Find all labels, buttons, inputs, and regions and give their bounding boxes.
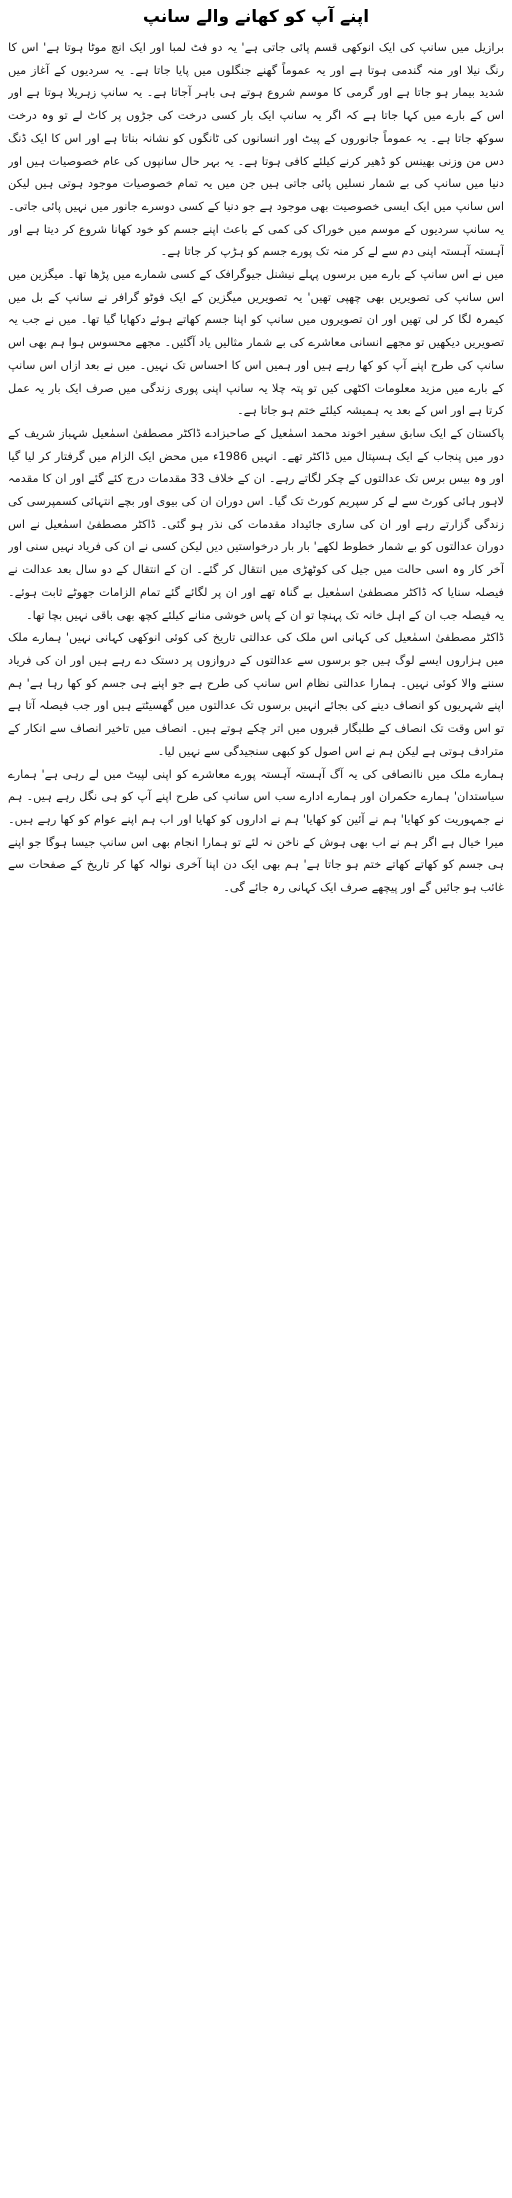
article-paragraph: ہمارے ملک میں ناانصافی کی یہ آگ آہستہ آہستہ پورے معاشرے کو اپنی لپیٹ میں لے رہی ہے' ہمارے سیاستدان' ہمارے حکمران اور ہمارے ادارے سب اس سانپ کی طرح اپنے آپ کو ہی نگل رہے ہیں۔ ہم نے جمہوریت کو کھایا' ہم نے آئین کو کھایا' ہم نے اداروں کو کھایا اور اب ہم اپنے عوام کو کھا رہے ہیں۔ میرا خیال ہے اگر ہم نے اب بھی ہوش کے ناخن نہ لئے تو ہمارا انجام بھی اس سانپ جیسا ہوگا جو اپنے ہی جسم کو کھاتے کھاتے ختم ہو جاتا ہے' ہم بھی ایک دن اپنا آخری نوالہ کھا کر تاریخ کے صفحات سے غائب ہو جائیں گے اور پیچھے صرف ایک کہانی رہ جائے گی۔: [8, 766, 504, 895]
article-body: [8, 36, 504, 2194]
article-paragraph: پاکستان کے ایک سابق سفیر اخوند محمد اسمٰعیل کے صاحبزادے ڈاکٹر مصطفیٰ اسمٰعیل شہباز شریف کے دور میں پنجاب کے ایک ہسپتال میں ڈاکٹر تھے۔ انہیں 1986ء میں محض ایک الزام میں گرفتار کر لیا گیا اور وہ بیس برس تک عدالتوں کے چکر لگاتے رہے۔ ان کے خلاف 33 مقدمات درج کئے گئے اور ان کا مقدمہ لاہور ہائی کورٹ سے لے کر سپریم کورٹ تک گیا۔ اس دوران ان کی بیوی اور بچے انتہائی کسمپرسی کی زندگی گزارتے رہے اور ان کی ساری جائیداد مقدمات کی نذر ہو گئی۔ ڈاکٹر مصطفیٰ اسمٰعیل نے اس دوران عدالتوں کو بے شمار خطوط لکھے' بار بار درخواستیں دیں لیکن کسی نے ان کی فریاد نہیں سنی اور آخر کار وہ اسی حالت میں جیل کی کوٹھڑی میں انتقال کر گئے۔ ان کے انتقال کے دو سال بعد عدالت نے فیصلہ سنایا کہ ڈاکٹر مصطفیٰ اسمٰعیل بے گناہ تھے اور ان پر لگائے گئے تمام الزامات جھوٹے ثابت ہوئے۔ یہ فیصلہ جب ان کے اہل خانہ تک پہنچا تو ان کے پاس خوشی منانے کیلئے کچھ بھی باقی نہیں بچا تھا۔: [8, 425, 504, 622]
article-paragraph: میں نے اس سانپ کے بارے میں برسوں پہلے نیشنل جیوگرافک کے کسی شمارے میں پڑھا تھا۔ میگزین میں اس سانپ کی تصویریں بھی چھپی تھیں' یہ تصویریں میگزین کے ایک فوٹو گرافر نے سانپ کے بل میں کیمرہ لگا کر لی تھیں اور ان تصویروں میں سانپ کو اپنا جسم کھاتے ہوئے دکھایا گیا تھا۔ میں نے جب یہ تصویریں دیکھیں تو مجھے انسانی معاشرے کی بے شمار مثالیں یاد آگئیں۔ مجھے محسوس ہوا ہم بھی اس سانپ کی طرح اپنے آپ کو کھا رہے ہیں اور ہمیں اس کا احساس تک نہیں۔ میں نے بعد ازاں اس سانپ کے بارے میں مزید معلومات اکٹھی کیں تو پتہ چلا یہ سانپ اپنی پوری زندگی میں صرف ایک بار یہ عمل کرتا ہے اور اس کے بعد یہ ہمیشہ کیلئے ختم ہو جاتا ہے۔: [8, 267, 504, 418]
article-paragraph: ڈاکٹر مصطفیٰ اسمٰعیل کی کہانی اس ملک کی عدالتی تاریخ کی کوئی انوکھی کہانی نہیں' ہمارے ملک میں ہزاروں ایسے لوگ ہیں جو برسوں سے عدالتوں کے دروازوں پر دستک دے رہے ہیں اور ان کی فریاد سننے والا کوئی نہیں۔ ہمارا عدالتی نظام اس سانپ کی طرح ہے جو اپنے ہی جسم کو کھا رہا ہے' ہم اپنے شہریوں کو انصاف دینے کی بجائے انہیں برسوں تک عدالتوں میں گھسیٹتے ہیں اور جب فیصلہ آتا ہے تو اس وقت تک انصاف کے طلبگار قبروں میں اتر چکے ہوتے ہیں۔ انصاف میں تاخیر انصاف سے انکار کے مترادف ہوتی ہے لیکن ہم نے اس اصول کو کبھی سنجیدگی سے نہیں لیا۔: [8, 630, 504, 758]
article-paragraph: برازیل میں سانپ کی ایک انوکھی قسم پائی جاتی ہے' یہ دو فٹ لمبا اور ایک انچ موٹا ہوتا ہے' اس کا رنگ نیلا اور منہ گندمی ہوتا ہے اور یہ عموماً گھنے جنگلوں میں پایا جاتا ہے۔ یہ سردیوں کے آغاز میں شدید بیمار ہو جاتا ہے اور گرمی کا موسم شروع ہوتے ہی باہر آجاتا ہے۔ یہ سانپ زہریلا ہوتا ہے اور اس کے بارے میں کہا جاتا ہے کہ اگر یہ سانپ ایک بار کسی درخت کی جڑوں پر کاٹ لے تو وہ درخت سوکھ جاتا ہے۔ یہ عموماً جانوروں کے پیٹ اور انسانوں کی ٹانگوں کو نشانہ بناتا ہے اور اس کا ایک ڈنگ دس من وزنی بھینس کو ڈھیر کرنے کیلئے کافی ہوتا ہے۔ یہ بہر حال سانپوں کی عام خصوصیات ہیں اور دنیا میں سانپ کی بے شمار نسلیں پائی جاتی ہیں جن میں یہ تمام خصوصیات موجود ہوتی ہیں لیکن اس سانپ میں ایک ایسی خصوصیت بھی موجود ہے جو دنیا کے کسی دوسرے جانور میں نہیں پائی جاتی۔ یہ سانپ سردیوں کے موسم میں خوراک کی کمی کے باعث اپنے جسم کو خود کھانا شروع کر دیتا ہے اور آہستہ آہستہ اپنی دم سے لے کر منہ تک پورے جسم کو ہڑپ کر جاتا ہے۔: [8, 40, 504, 259]
headline-container: [8, 6, 504, 36]
column-headline: اپنے آپ کو کھانے والے سانپ: [142, 7, 370, 27]
